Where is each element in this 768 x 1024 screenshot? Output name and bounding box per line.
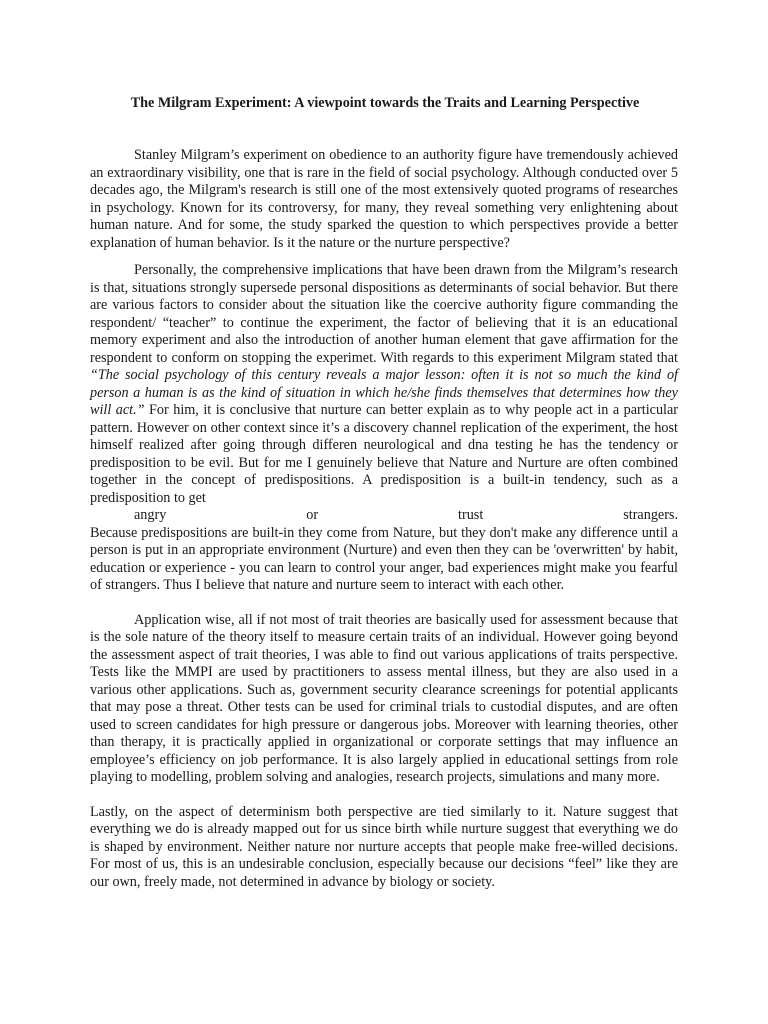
- line-word: trust: [458, 507, 484, 523]
- paragraph-intro: Stanley Milgram’s experiment on obedience to an authority figure have tremendously achieved an extraordinary visibility, one that is rare in the field of social psychology. Although conducted over 5 decades ago, the Milgram's research is still one of the most extensively quoted programs of researches in psychology. Known for its controversy, for many, they reveal something very enlightening about human nature. And for some, the study sparked the question to which perspectives provide a better explanation of human behavior. Is it the nature or the nurture perspective?: [90, 147, 678, 251]
- document-body: [90, 147, 678, 891]
- paragraph-text: Because predispositions are built-in they come from Nature, but they don't make any difference until a person is put in an appropriate environment (Nurture) and even then they can be 'overwritten' by habit, education or experience - you can learn to control your anger, bad experiences might make you fearful of strangers. Thus I believe that nature and nurture seem to interact with each other.: [90, 524, 678, 593]
- document-title: The Milgram Experiment: A viewpoint towards the Traits and Learning Perspective: [130, 95, 640, 111]
- paragraph-text: For him, it is conclusive that nurture can better explain as to why people act in a particular pattern. However on other context since it’s a discovery channel replication of the experiment, the host himself realized after going through differen neurological and dna testing he has the tendency or predisposition to be evil. But for me I genuinely believe that Nature and Nurture are often combined together in the concept of predispositions. A predisposition is a built-in tendency, such as a predisposition to get: [90, 402, 678, 506]
- paragraph-text: Personally, the comprehensive implications that have been drawn from the Milgram’s research is that, situations strongly supersede personal dispositions as determinants of social behavior. But there are various factors to consider about the situation like the coercive authority figure commanding the respondent/ “teacher” to continue the experiment, the factor of believing that it is an educational memory experiment and also the introduction of another human element that gave affirmation for the respondent to conform on stopping the experimet. With regards to this experiment Milgram stated that: [90, 262, 678, 366]
- paragraph-determinism: Lastly, on the aspect of determinism both perspective are tied similarly to it. Nature suggest that everything we do is already mapped out for us since birth while nurture suggest that everything we do is shaped by environment. Neither nature nor nurture accepts that people make free-willed decisions. For most of us, this is an undesirable conclusion, especially because our decisions “feel” like they are our own, freely made, not determined in advance by biology or society.: [90, 803, 678, 890]
- milgram-quote: “The social psychology of this century reveals a major lesson: often it is not so much the kind of person a human is as the kind of situation in which he/she finds themselves that determines how they will act.”: [90, 367, 678, 418]
- line-word: or: [306, 507, 319, 523]
- justified-line: [90, 507, 678, 525]
- line-word: angry: [134, 507, 167, 523]
- paragraph-application: Application wise, all if not most of trait theories are basically used for assessment because that is the sole nature of the theory itself to measure certain traits of an individual. However going beyond the assessment aspect of trait theories, I was able to find out various applications of traits perspective. Tests like the MMPI are used by practitioners to assess mental illness, but they are also used in a various other applications. Such as, government security clearance screenings for potential applicants that may pose a threat. Other tests can be used for criminal trials to custodial disputes, and are often used to screen candidates for high pressure or dangerous jobs. Moreover with learning theories, other than therapy, it is practically applied in organizational or corporate settings that may influence an employee’s efficiency on job performance. It is also largely applied in educational settings from role playing to modelling, problem solving and analogies, research projects, simulations and many more.: [90, 611, 678, 785]
- paragraph-personal-view: [90, 262, 678, 595]
- line-word: strangers.: [623, 507, 678, 523]
